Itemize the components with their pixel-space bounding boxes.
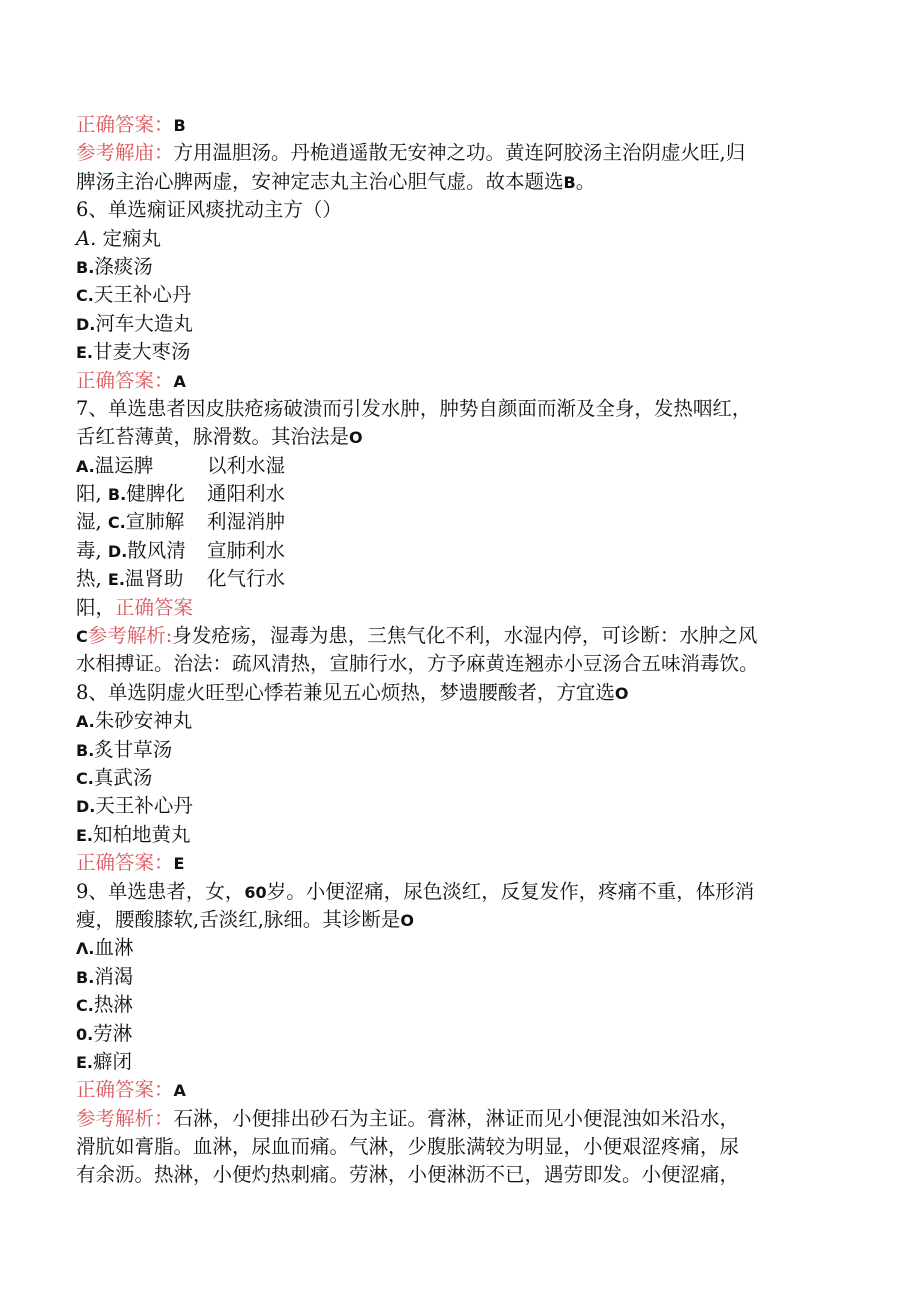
option-key: E.	[76, 1052, 94, 1072]
option-text: 天王补心丹	[95, 794, 193, 818]
explanation-line: C参考解析:身发疮疡，湿毒为患，三焦气化不利，水湿内停，可诊断：水肿之风	[76, 624, 758, 648]
option-e	[76, 338, 846, 366]
answer-value: E	[173, 854, 185, 874]
option-key: E.	[76, 343, 94, 363]
option-row	[76, 480, 846, 508]
option-text-right: 以利水湿	[207, 453, 286, 477]
explanation-label: 参考解析	[87, 624, 166, 648]
age-value: 60	[244, 882, 267, 902]
stem-text: 9、单选患者，女，	[76, 879, 245, 903]
option-row	[76, 537, 846, 565]
blank-marker: O	[400, 910, 415, 930]
option-text: 朱砂安神丸	[94, 709, 193, 733]
answer-ref: B	[563, 172, 576, 192]
option-d	[76, 310, 846, 338]
answer-line	[76, 594, 846, 622]
option-e	[76, 1048, 846, 1076]
option-a	[76, 934, 846, 962]
option-key: C.	[76, 286, 94, 306]
answer-line	[76, 1076, 846, 1104]
answer-value: C	[76, 627, 88, 647]
option-text: 血淋	[94, 936, 134, 960]
option-key: E.	[76, 825, 94, 845]
answer-line	[76, 111, 846, 139]
option-key: B.	[76, 967, 95, 987]
option-key: B.	[107, 485, 127, 505]
option-key: 0.	[76, 1024, 94, 1044]
option-prefix: 阳,	[76, 482, 102, 506]
stem-text: 岁。小便涩痛，尿色淡红，反复发作，疼痛不重，体形消	[266, 879, 755, 903]
stem-text: 瘦，腰酸膝软,舌淡红,脉细。其诊断是	[76, 907, 401, 931]
option-text: 定痫丸	[102, 226, 161, 250]
option-key: B.	[76, 257, 95, 277]
option-text-right: 利湿消肿	[207, 510, 286, 534]
option-text: 炙甘草汤	[94, 737, 173, 761]
answer-label: 正确答案：	[76, 113, 174, 136]
option-key: D.	[76, 797, 96, 817]
option-key: D.	[76, 314, 96, 334]
option-text: 涤痰汤	[94, 254, 153, 278]
option-text: 癖闭	[93, 1049, 133, 1073]
option-key: A.	[76, 712, 95, 732]
option-text: 消渴	[94, 964, 134, 988]
explanation-line	[76, 1105, 846, 1133]
explanation-text: 石淋，小便排出砂石为主证。膏淋，淋证而见小便混浊如米沿水，	[173, 1106, 740, 1130]
question-stem	[76, 423, 846, 451]
option-text: 真武汤	[93, 765, 153, 789]
answer-line	[76, 367, 846, 395]
question-stem: 7、单选患者因皮肤疮疡破溃而引发水肿，肿势自颜面而渐及全身，发热咽红，	[76, 396, 752, 420]
explanation-label: 参考解析：	[76, 1106, 174, 1130]
explanation-text: 方用温胆汤。丹桅逍遥散无安神之功。黄连阿胶汤主治阴虚火旺,归	[173, 141, 746, 165]
option-key: A.	[76, 226, 97, 250]
option-b	[76, 253, 846, 281]
option-row	[76, 508, 846, 536]
answer-label: 正确答案：	[76, 368, 174, 392]
option-b	[76, 736, 846, 764]
option-key: D.	[107, 541, 128, 561]
option-prefix: 毒,	[76, 538, 102, 562]
option-a	[76, 707, 846, 735]
option-key: C.	[76, 996, 94, 1016]
punctuation: 。	[575, 169, 596, 193]
explanation-line: 滑肮如膏脂。血淋，尿血而痛。气淋，少腹胀满较为明显，小便艰涩疼痛，尿	[76, 1135, 740, 1159]
explanation-line	[76, 168, 846, 196]
option-text: 温肾助	[124, 567, 184, 591]
answer-label: 正确答案：	[76, 851, 174, 875]
option-c	[76, 991, 846, 1019]
option-text: 健脾化	[126, 482, 185, 506]
stem-text: 舌红苔薄黄，脉滑数。其治法是	[76, 425, 350, 449]
answer-line	[76, 849, 846, 877]
option-row	[76, 452, 846, 480]
question-stem	[76, 679, 846, 707]
option-a	[76, 225, 846, 253]
answer-value: A	[173, 1081, 186, 1101]
explanation-text: 身发疮疡，湿毒为患，三焦气化不利，水湿内停，可诊断：水肿之风	[172, 624, 758, 648]
explanation-line	[76, 139, 846, 167]
option-text-right: 化气行水	[207, 567, 286, 591]
option-text: 甘麦大枣汤	[93, 340, 191, 364]
explanation-text: 脾汤主治心脾两虚，安神定志丸主治心胆气虚。故本题选	[76, 169, 564, 193]
answer-value: A	[173, 371, 186, 391]
option-prefix: 湿,	[76, 510, 102, 534]
option-e	[76, 821, 846, 849]
explanation-line: 水相搏证。治法：疏风清热，宣肺行水，方予麻黄连翘赤小豆汤合五味消毒饮。	[76, 652, 759, 676]
option-text: 温运脾	[94, 453, 154, 477]
question-stem	[76, 906, 846, 934]
option-text: 散风清	[127, 538, 186, 562]
explanation-line: 有余沥。热淋，小便灼热刺痛。劳淋，小便淋沥不已，遇劳即发。小便涩痛，	[76, 1163, 740, 1187]
option-prefix: 热,	[76, 567, 102, 591]
document-page	[76, 111, 846, 1190]
option-key: Λ.	[76, 939, 95, 959]
option-text: 天王补心丹	[93, 283, 192, 307]
option-text-right: 宣肺利水	[207, 538, 286, 562]
answer-value: B	[173, 116, 186, 135]
question-stem: 6、单选痫证风痰扰动主方（）	[76, 198, 342, 222]
option-text: 河车大造丸	[95, 311, 193, 335]
explanation-label: 参考解庙：	[76, 141, 174, 165]
option-d	[76, 1020, 846, 1048]
option-c	[76, 281, 846, 309]
question-stem	[76, 878, 846, 906]
blank-marker: O	[349, 428, 363, 448]
option-c	[76, 764, 846, 792]
blank-marker: O	[614, 683, 629, 703]
option-text: 劳淋	[93, 1021, 133, 1045]
option-key: C.	[76, 768, 94, 788]
answer-label: 正确答案	[115, 595, 194, 619]
option-text: 知柏地黄丸	[93, 822, 191, 846]
option-b	[76, 963, 846, 991]
option-key: A.	[76, 456, 95, 476]
option-text: 宣肺解	[125, 510, 185, 534]
option-key: C.	[107, 513, 126, 533]
option-row	[76, 565, 846, 593]
option-text: 热淋	[93, 993, 133, 1017]
option-key: B.	[76, 740, 95, 760]
option-key: E.	[107, 570, 125, 590]
option-text-right: 通阳利水	[207, 482, 286, 506]
answer-label: 正确答案：	[76, 1078, 174, 1102]
option-d	[76, 792, 846, 820]
stem-text: 8、单选阴虚火旺型心悸若兼见五心烦热，梦遗腰酸者，方宜选	[76, 680, 615, 704]
option-prefix: 阳，	[76, 595, 116, 619]
